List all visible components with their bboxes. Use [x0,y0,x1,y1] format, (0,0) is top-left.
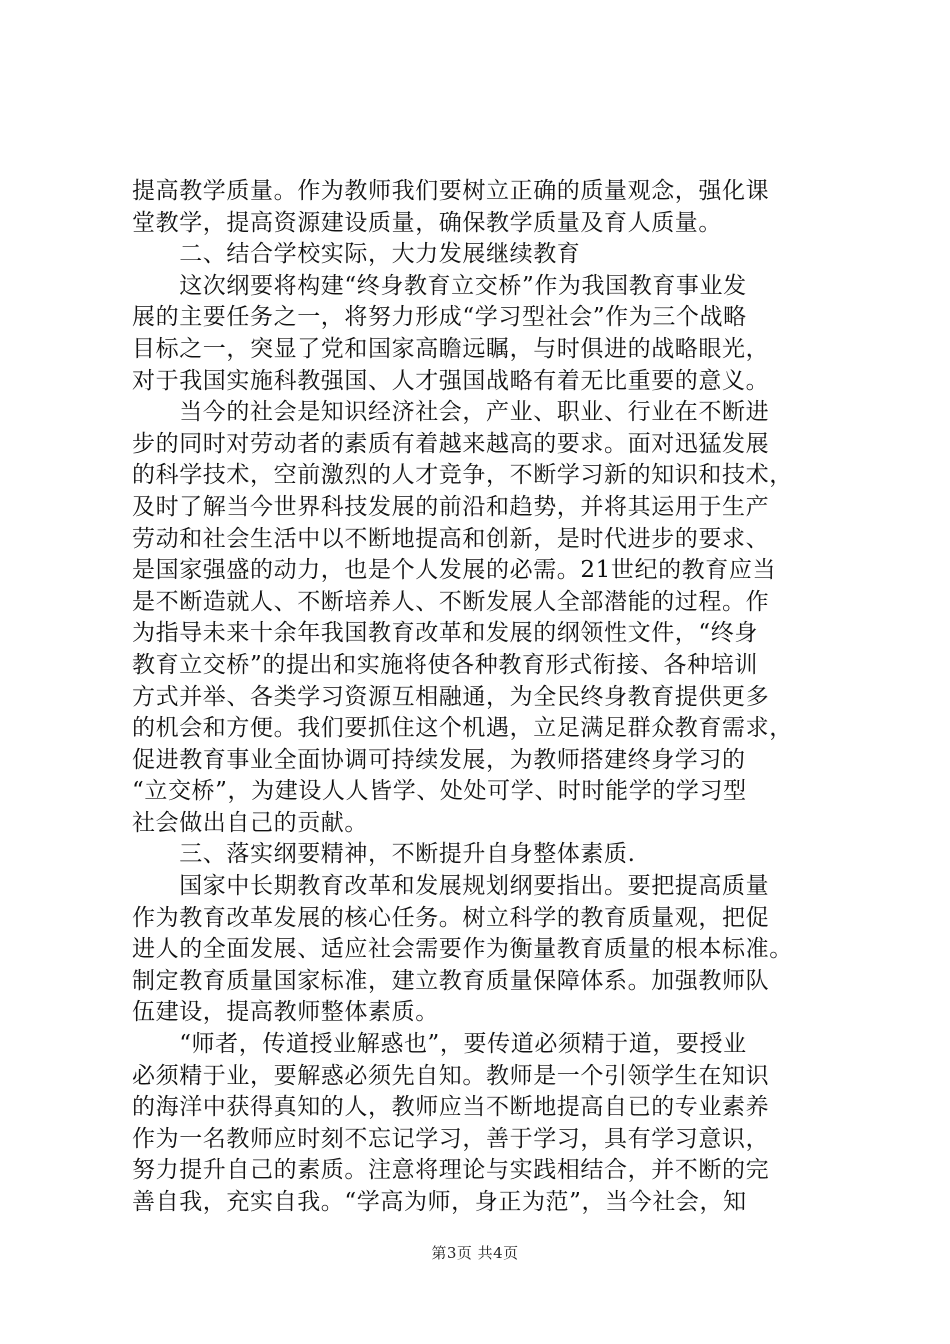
text-line: 努力提升自己的素质。注意将理论与实践相结合，并不断的完 [132,1157,770,1184]
text-line: 进人的全面发展、适应社会需要作为衡量教育质量的根本标准。 [132,936,793,963]
text-line: 目标之一，突显了党和国家高瞻远瞩，与时俱进的战略眼光， [132,335,770,362]
text-line: 的海洋中获得真知的人，教师应当不断地提高自已的专业素养 [132,1094,770,1121]
text-line: “师者，传道授业解惑也”，要传道必须精于道，要授业 [132,1031,747,1058]
text-line: 伍建设，提高教师整体素质。 [132,999,439,1026]
text-line: 的机会和方便。我们要抓住这个机遇，立足满足群众教育需求， [132,715,793,742]
body-text [132,176,832,1219]
section-heading: 二、结合学校实际，大力发展继续教育 [132,241,581,268]
text-line: 必须精于业，要解惑必须先自知。教师是一个引领学生在知识 [132,1062,770,1089]
text-line: 劳动和社会生活中以不断地提高和创新，是时代进步的要求、 [132,525,770,552]
text-line: 作为一名教师应时刻不忘记学习，善于学习，具有学习意识， [132,1125,770,1152]
text-line: 步的同时对劳动者的素质有着越来越高的要求。面对迅猛发展 [132,430,770,457]
text-line: 善自我，充实自我。“学高为师，身正为范”，当今社会，知 [132,1189,747,1215]
text-line: 社会做出自己的贡献。 [132,809,368,836]
text-line: 对于我国实施科教强国、人才强国战略有着无比重要的意义。 [132,367,770,394]
section-heading: 三、落实纲要精神，不断提升自身整体素质. [132,841,636,868]
page-number-label: 第3页 共4页 [431,1244,519,1262]
text-line: 制定教育质量国家标准，建立教育质量保障体系。加强教师队 [132,967,770,994]
text-line: 堂教学，提高资源建设质量，确保教学质量及育人质量。 [132,209,722,236]
text-line: 促进教育事业全面协调可持续发展，为教师搭建终身学习的 [132,746,746,773]
text-line: 的科学技术，空前激烈的人才竞争，不断学习新的知识和技术， [132,462,793,489]
text-line: 当今的社会是知识经济社会，产业、职业、行业在不断进 [132,399,770,426]
page-footer [0,1242,950,1263]
text-line: 这次纲要将构建“终身教育立交桥”作为我国教育事业发 [132,272,747,299]
text-line: 作为教育改革发展的核心任务。树立科学的教育质量观，把促 [132,904,770,931]
text-line: 教育立交桥”的提出和实施将使各种教育形式衔接、各种培训 [132,651,758,678]
text-line: 是国家强盛的动力，也是个人发展的必需。21世纪的教育应当 [132,557,777,584]
text-line: 方式并举、各类学习资源互相融通，为全民终身教育提供更多 [132,683,770,710]
text-line: 展的主要任务之一，将努力形成“学习型社会”作为三个战略 [132,304,747,331]
text-line: “立交桥”，为建设人人皆学、处处可学、时时能学的学习型 [132,778,747,805]
text-line: 提高教学质量。作为教师我们要树立正确的质量观念，强化课 [132,178,770,204]
text-line: 国家中长期教育改革和发展规划纲要指出。要把提高质量 [132,873,770,900]
text-line: 是不断造就人、不断培养人、不断发展人全部潜能的过程。作 [132,588,770,615]
text-line: 及时了解当今世界科技发展的前沿和趋势，并将其运用于生产 [132,493,770,520]
text-line: 为指导未来十余年我国教育改革和发展的纲领性文件，“终身 [132,620,758,647]
